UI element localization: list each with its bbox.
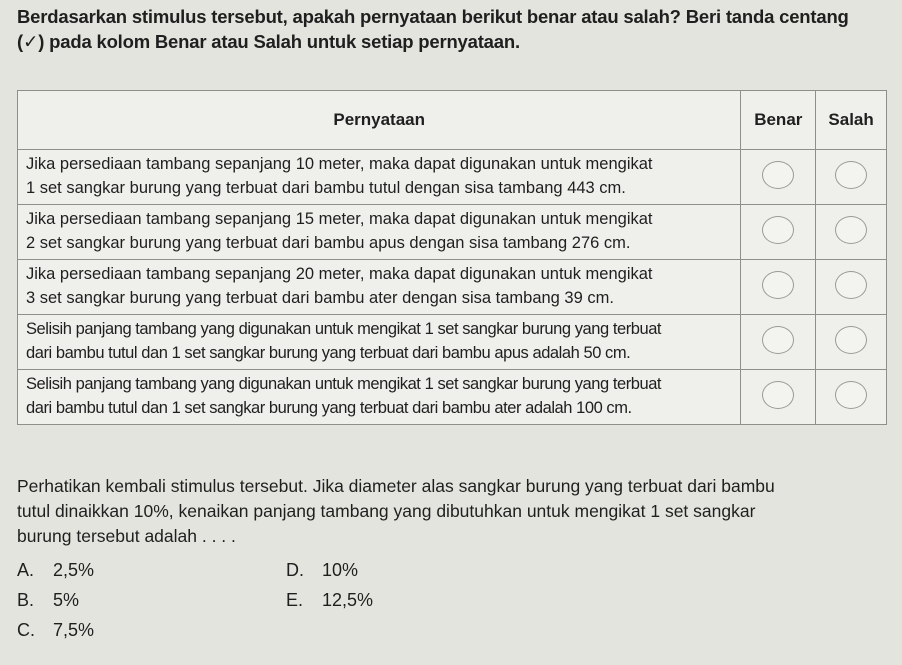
options-left-column	[17, 555, 94, 645]
option-letter: E.	[286, 590, 304, 610]
true-radio[interactable]	[762, 381, 794, 409]
true-radio[interactable]	[762, 161, 794, 189]
true-false-table	[17, 90, 887, 425]
false-cell	[816, 315, 887, 370]
option-d[interactable]	[286, 555, 373, 585]
statement-cell	[18, 260, 741, 315]
false-cell	[816, 205, 887, 260]
instruction-line-2: (✓) pada kolom Benar atau Salah untuk setiap pernyataan.	[17, 31, 520, 52]
table-row	[18, 315, 887, 370]
statement-line: Jika persediaan tambang sepanjang 10 meter, maka dapat digunakan untuk mengikat	[26, 155, 653, 173]
true-cell	[741, 315, 816, 370]
option-text: 7,5%	[53, 620, 95, 640]
statement-line: 1 set sangkar burung yang terbuat dari bambu tutul dengan sisa tambang 443 cm.	[26, 179, 626, 197]
statement-line: Jika persediaan tambang sepanjang 15 meter, maka dapat digunakan untuk mengikat	[26, 210, 653, 228]
true-cell	[741, 150, 816, 205]
statement-cell	[18, 205, 741, 260]
statement-line: Jika persediaan tambang sepanjang 20 meter, maka dapat digunakan untuk mengikat	[26, 265, 653, 283]
false-radio[interactable]	[835, 216, 867, 244]
false-cell	[816, 370, 887, 425]
options-right-column	[286, 555, 373, 615]
option-letter: A.	[17, 560, 35, 580]
question-line-3: burung tersebut adalah . . . .	[17, 526, 236, 546]
option-text: 10%	[322, 560, 359, 580]
table-row	[18, 205, 887, 260]
statement-line: 3 set sangkar burung yang terbuat dari bambu ater dengan sisa tambang 39 cm.	[26, 289, 614, 307]
statement-cell	[18, 150, 741, 205]
statement-line: Selisih panjang tambang yang digunakan untuk mengikat 1 set sangkar burung yang terbuat	[26, 375, 662, 393]
table-row	[18, 370, 887, 425]
header-true: Benar	[741, 91, 816, 150]
statement-line: Selisih panjang tambang yang digunakan untuk mengikat 1 set sangkar burung yang terbuat	[26, 320, 662, 338]
true-cell	[741, 260, 816, 315]
instruction-line-1: Berdasarkan stimulus tersebut, apakah pernyataan berikut benar atau salah? Beri tanda centang	[17, 6, 849, 27]
option-e[interactable]	[286, 585, 373, 615]
option-a[interactable]	[17, 555, 94, 585]
header-statement: Pernyataan	[18, 91, 741, 150]
false-cell	[816, 260, 887, 315]
question-line-2: tutul dinaikkan 10%, kenaikan panjang tambang yang dibutuhkan untuk mengikat 1 set sangkar	[17, 501, 756, 521]
statement-cell	[18, 370, 741, 425]
header-false: Salah	[816, 91, 887, 150]
statement-line: dari bambu tutul dan 1 set sangkar burung yang terbuat dari bambu apus adalah 50 cm.	[26, 344, 631, 362]
option-letter: D.	[286, 560, 304, 580]
table-header-row	[18, 91, 887, 150]
true-radio[interactable]	[762, 216, 794, 244]
statement-line: dari bambu tutul dan 1 set sangkar burung yang terbuat dari bambu ater adalah 100 cm.	[26, 399, 632, 417]
statement-cell	[18, 315, 741, 370]
option-c[interactable]	[17, 615, 94, 645]
option-b[interactable]	[17, 585, 94, 615]
true-radio[interactable]	[762, 271, 794, 299]
instruction-text	[17, 4, 897, 54]
false-cell	[816, 150, 887, 205]
false-radio[interactable]	[835, 381, 867, 409]
question-line-1: Perhatikan kembali stimulus tersebut. Jika diameter alas sangkar burung yang terbuat dari bambu	[17, 476, 775, 496]
false-radio[interactable]	[835, 326, 867, 354]
true-radio[interactable]	[762, 326, 794, 354]
false-radio[interactable]	[835, 271, 867, 299]
option-letter: B.	[17, 590, 35, 610]
true-cell	[741, 370, 816, 425]
option-text: 5%	[53, 590, 80, 610]
true-cell	[741, 205, 816, 260]
statement-line: 2 set sangkar burung yang terbuat dari bambu apus dengan sisa tambang 276 cm.	[26, 234, 631, 252]
question-text	[17, 474, 887, 549]
option-text: 12,5%	[322, 590, 374, 610]
table-row	[18, 260, 887, 315]
false-radio[interactable]	[835, 161, 867, 189]
option-text: 2,5%	[53, 560, 95, 580]
table-row	[18, 150, 887, 205]
option-letter: C.	[17, 620, 35, 640]
